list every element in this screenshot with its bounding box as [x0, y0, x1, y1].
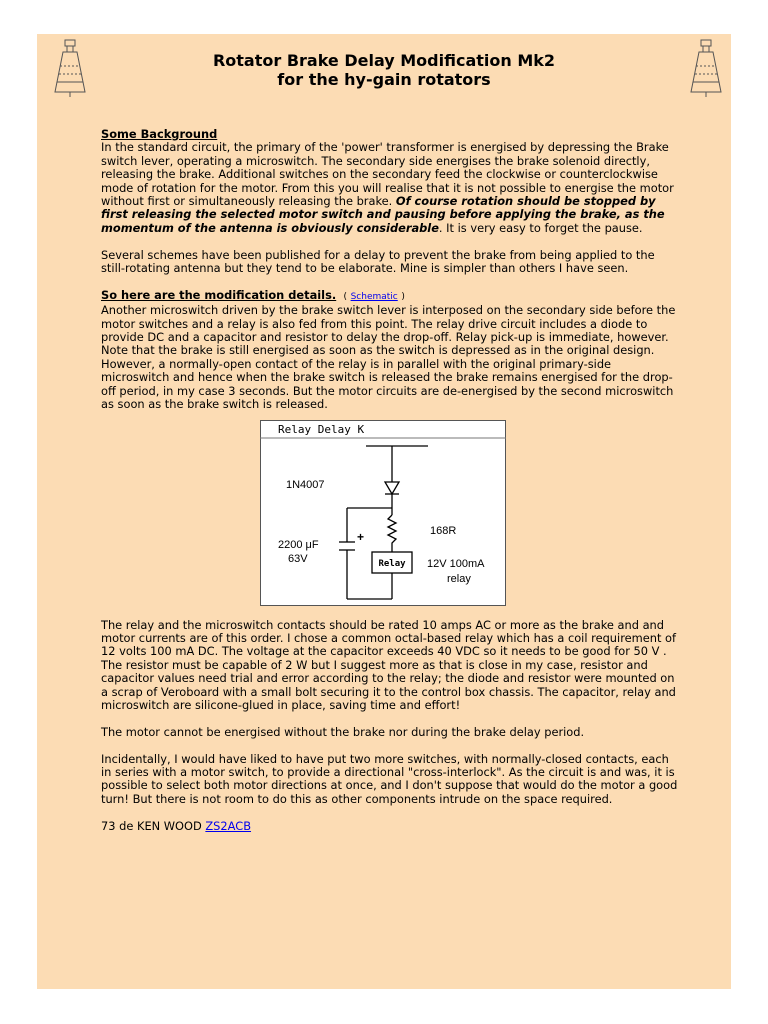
article-body [101, 128, 681, 846]
background-paragraph [101, 128, 681, 235]
incidentally-paragraph: Incidentally, I would have liked to have put two more switches, with normally-closed contacts, each in series with a motor switch, to provide a directional "cross-interlock". As the circuit is and was, it is possible to select both motor directions at once, and I don't suppose that would do the motor a good turn! But there is not room to do this as other components intrude on the space required. [101, 751, 678, 806]
modification-paragraph [101, 289, 681, 412]
title-line-1: Rotator Brake Delay Modification Mk2 [212, 51, 556, 70]
relay-paragraph: The relay and the microswitch contacts should be rated 10 amps AC or more as the brake and and motor currents are of this order. I chose a common octal-based relay which has a coil requirement of 12 volts 100 mA DC. The voltage at the capacitor exceeds 40 VDC so it needs to be good for 50 V . The resistor must be capable of 2 W but I suggest more as that is close in my case, resistor and capacitor values need trial and error according to the relay; the diode and resistor were mounted on a scrap of Veroboard with a small bolt securing it to the control box chassis. The capacitor, relay and microswitch are silicone-glued in place, saving time and effort! [101, 617, 677, 712]
title-line-2: for the hy-gain rotators [277, 70, 491, 89]
capacitor-plus-label: + [357, 529, 365, 544]
callsign-link[interactable]: ZS2ACB [205, 818, 252, 833]
signoff-text: 73 de KEN WOOD [101, 818, 202, 833]
link-open-paren: ( [343, 291, 347, 302]
schematic-link[interactable]: Schematic [350, 291, 398, 302]
motor-paragraph: The motor cannot be energised without the brake nor during the brake delay period. [101, 724, 585, 739]
background-text: In the standard circuit, the primary of the 'power' transformer is energised by depressing the Brake switch lever, operating a microswitch. The secondary side energises the brake solenoid directly, releasing the brake. Additional switches on the secondary feed the clockwise or counterclockwise mode of rotation for the motor. From this you will realise that it is not possible to energise the motor without first or simultaneously releasing the brake. [101, 140, 674, 209]
relay-box-label: Relay [378, 558, 406, 569]
relay-rating-label: 12V 100mA [427, 557, 485, 570]
relay-word-label: relay [447, 572, 471, 585]
capacitor-voltage-label: 63V [288, 552, 308, 565]
diode-label: 1N4007 [286, 478, 325, 491]
page-title [37, 51, 731, 89]
modification-text: Another microswitch driven by the brake switch lever is interposed on the secondary side before the motor switches and a relay is also fed from this point. The relay drive circuit includes a diode to provide DC and a capacitor and resistor to delay the drop-off. Relay pick-up is immediate, however. Note that the brake is still energised as soon as the switch is depressed as in the original design. However, a normally-open contact of the relay is in parallel with the original primary-side microswitch and hence when the brake switch is released the brake remains energised for the drop-off period, in my case 3 seconds. But the motor circuits are de-energised by the second microswitch as soon as the brake switch is released. [101, 303, 676, 412]
background-emphasis: Of course rotation should be stopped by first releasing the selected motor switch and pausing before applying the brake, as the momentum of the antenna is obviously considerable [101, 194, 665, 235]
resistor-label: 168R [430, 524, 457, 537]
relay-delay-schematic [260, 420, 506, 606]
capacitor-value-label: 2200 μF [278, 538, 319, 551]
background-text-end: . It is very easy to forget the pause. [438, 220, 643, 235]
schemes-paragraph: Several schemes have been published for a delay to prevent the brake from being applied to the still-rotating antenna but they tend to be elaborate. Mine is simpler than others I have seen. [101, 247, 655, 276]
document-page [37, 34, 731, 989]
modification-heading: So here are the modification details. [101, 287, 337, 302]
schematic-title: Relay Delay K [278, 422, 365, 436]
link-close-paren: ) [401, 291, 405, 302]
signoff [101, 820, 681, 833]
background-heading: Some Background [101, 127, 218, 141]
